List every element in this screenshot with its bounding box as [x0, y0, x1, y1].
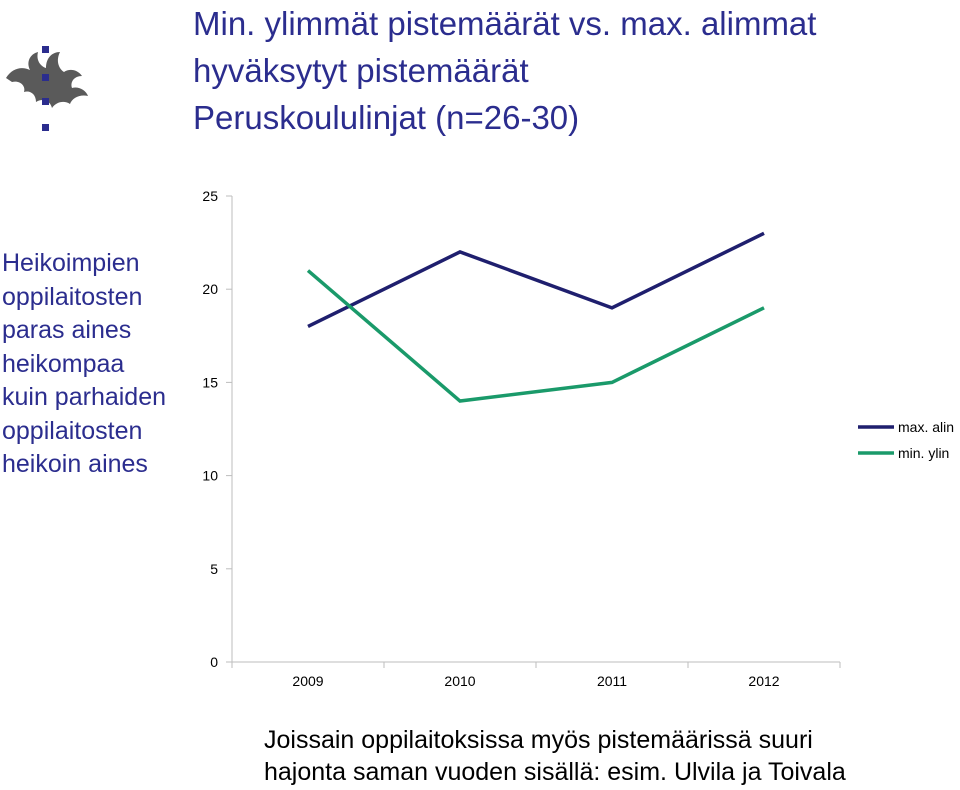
legend-label: min. ylin: [898, 445, 950, 461]
title-line-1: Min. ylimmät pistemäärät vs. max. alimmat: [193, 5, 817, 42]
side-note-line: paras aines: [2, 316, 132, 344]
y-tick-label: 25: [202, 188, 218, 204]
footer-line: Joissain oppilaitoksissa myös pistemäärissä suuri: [264, 726, 813, 754]
side-note-line: oppilaitosten: [2, 282, 143, 311]
side-note-line: Heikoimpien: [2, 249, 140, 277]
side-note-line: kuin parhaiden: [2, 383, 167, 411]
side-note-line: heikompaa: [2, 349, 125, 378]
series-line-min-ylin: [308, 271, 764, 401]
y-tick-label: 20: [202, 281, 218, 298]
footer-line: hajonta saman vuoden sisällä: esim. Ulvila ja Toivala: [264, 758, 846, 786]
chart-legend: [858, 419, 954, 461]
side-note-line: heikoin aines: [2, 450, 148, 478]
y-tick-label: 10: [202, 467, 218, 484]
x-tick-label: 2011: [596, 673, 628, 689]
title-line-2: hyväksytyt pistemäärät: [193, 52, 529, 89]
x-tick-label: 2012: [748, 673, 780, 689]
x-tick-label: 2010: [444, 673, 476, 689]
chart-series: [308, 233, 764, 401]
title-line-3: Peruskoululinjat (n=26-30): [193, 99, 580, 136]
y-tick-label: 0: [210, 654, 218, 670]
y-tick-label: 15: [202, 374, 218, 391]
y-tick-label: 5: [210, 560, 218, 577]
chart-axes: [202, 188, 840, 689]
x-tick-label: 2009: [292, 673, 324, 689]
footer-note: [264, 724, 954, 788]
side-note-line: oppilaitosten: [2, 416, 143, 445]
series-line-max-alin: [308, 233, 764, 326]
legend-label: max. alin: [898, 419, 955, 435]
